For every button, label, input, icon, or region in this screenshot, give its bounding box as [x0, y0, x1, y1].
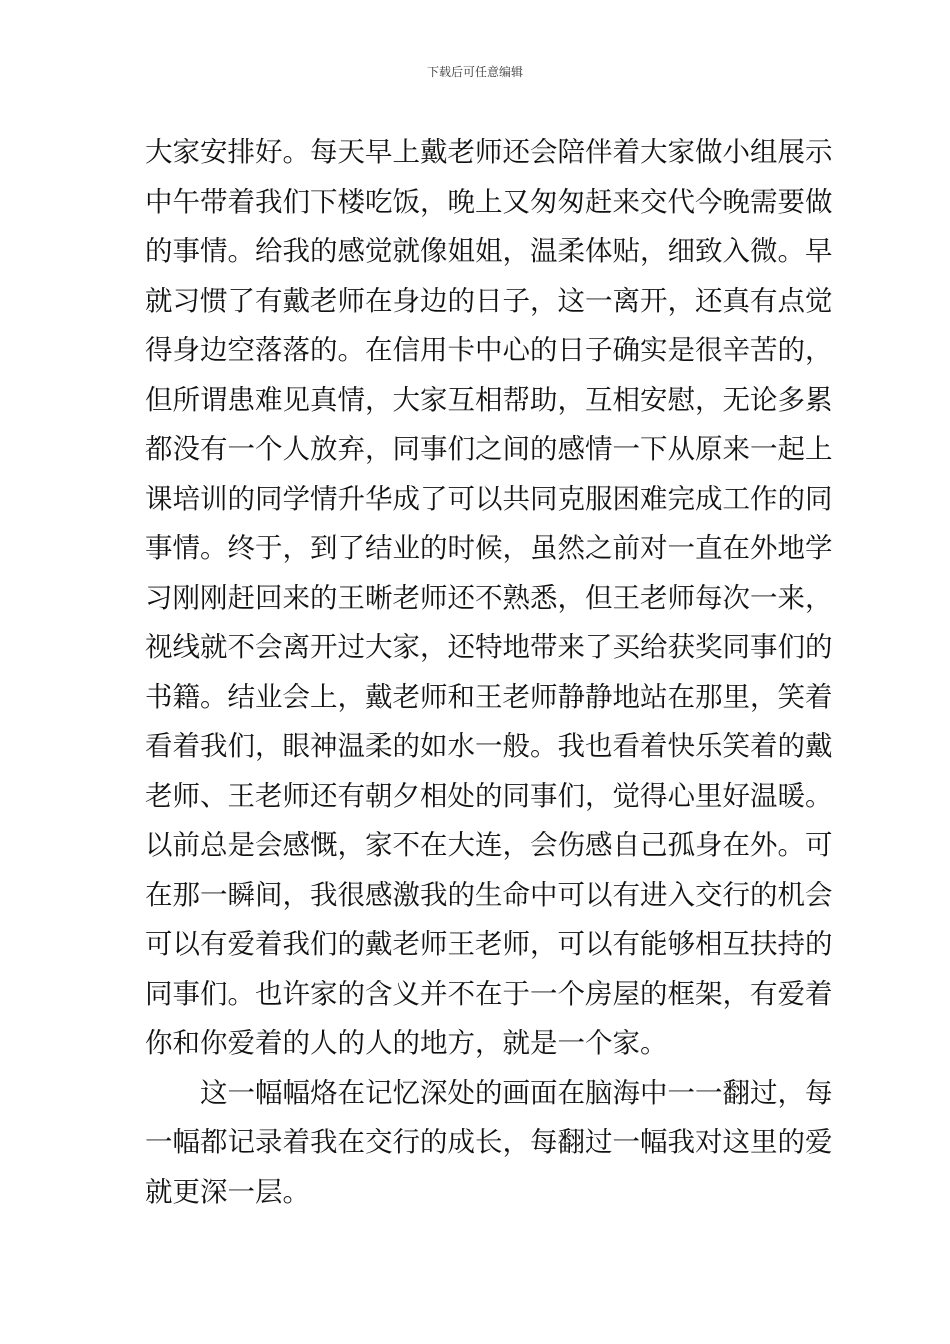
text-line: 就习惯了有戴老师在身边的日子，这一离开，还真有点觉 — [145, 284, 833, 317]
page-header: 下载后可任意编辑 — [426, 65, 523, 79]
text-line: 书籍。结业会上，戴老师和王老师静静地站在那里，笑着 — [145, 680, 833, 713]
text-line: 但所谓患难见真情，大家互相帮助，互相安慰，无论多累 — [145, 383, 833, 416]
text-line: 事情。终于，到了结业的时候，虽然之前对一直在外地学 — [145, 532, 833, 564]
text-line: 中午带着我们下楼吃饭，晚上又匆匆赶来交代今晚需要做 — [145, 185, 833, 218]
text-line: 大家安排好。每天早上戴老师还会陪伴着大家做小组展示 — [145, 136, 833, 168]
text-line: 的事情。给我的感觉就像姐姐，温柔体贴，细致入微。早 — [145, 235, 833, 267]
text-line: 在那一瞬间，我很感激我的生命中可以有进入交行的机会 — [145, 878, 833, 911]
text-line: 得身边空落落的。在信用卡中心的日子确实是很辛苦的， — [145, 334, 833, 366]
body-text — [145, 128, 833, 1217]
text-line: 视线就不会离开过大家，还特地带来了买给获奖同事们的 — [145, 631, 833, 663]
paragraph-start-line: 这一幅幅烙在记忆深处的画面在脑海中一一翻过，每 — [200, 1076, 833, 1109]
text-line: 看着我们，眼神温柔的如水一般。我也看着快乐笑着的戴 — [145, 730, 833, 762]
text-line: 你和你爱着的人的人的地方，就是一个家。 — [145, 1027, 668, 1059]
text-line: 可以有爱着我们的戴老师王老师，可以有能够相互扶持的 — [145, 928, 833, 960]
text-line: 就更深一层。 — [145, 1175, 310, 1208]
text-line: 同事们。也许家的含义并不在于一个房屋的框架，有爱着 — [145, 977, 833, 1010]
text-line: 老师、王老师还有朝夕相处的同事们，觉得心里好温暖。 — [145, 779, 833, 812]
text-line: 习刚刚赶回来的王晰老师还不熟悉，但王老师每次一来， — [145, 581, 833, 614]
text-line: 课培训的同学情升华成了可以共同克服困难完成工作的同 — [145, 482, 833, 515]
text-line: 一幅都记录着我在交行的成长，每翻过一幅我对这里的爱 — [145, 1126, 833, 1158]
text-line: 以前总是会感慨，家不在大连，会伤感自己孤身在外。可 — [145, 829, 833, 861]
text-line: 都没有一个人放弃，同事们之间的感情一下从原来一起上 — [145, 433, 833, 465]
